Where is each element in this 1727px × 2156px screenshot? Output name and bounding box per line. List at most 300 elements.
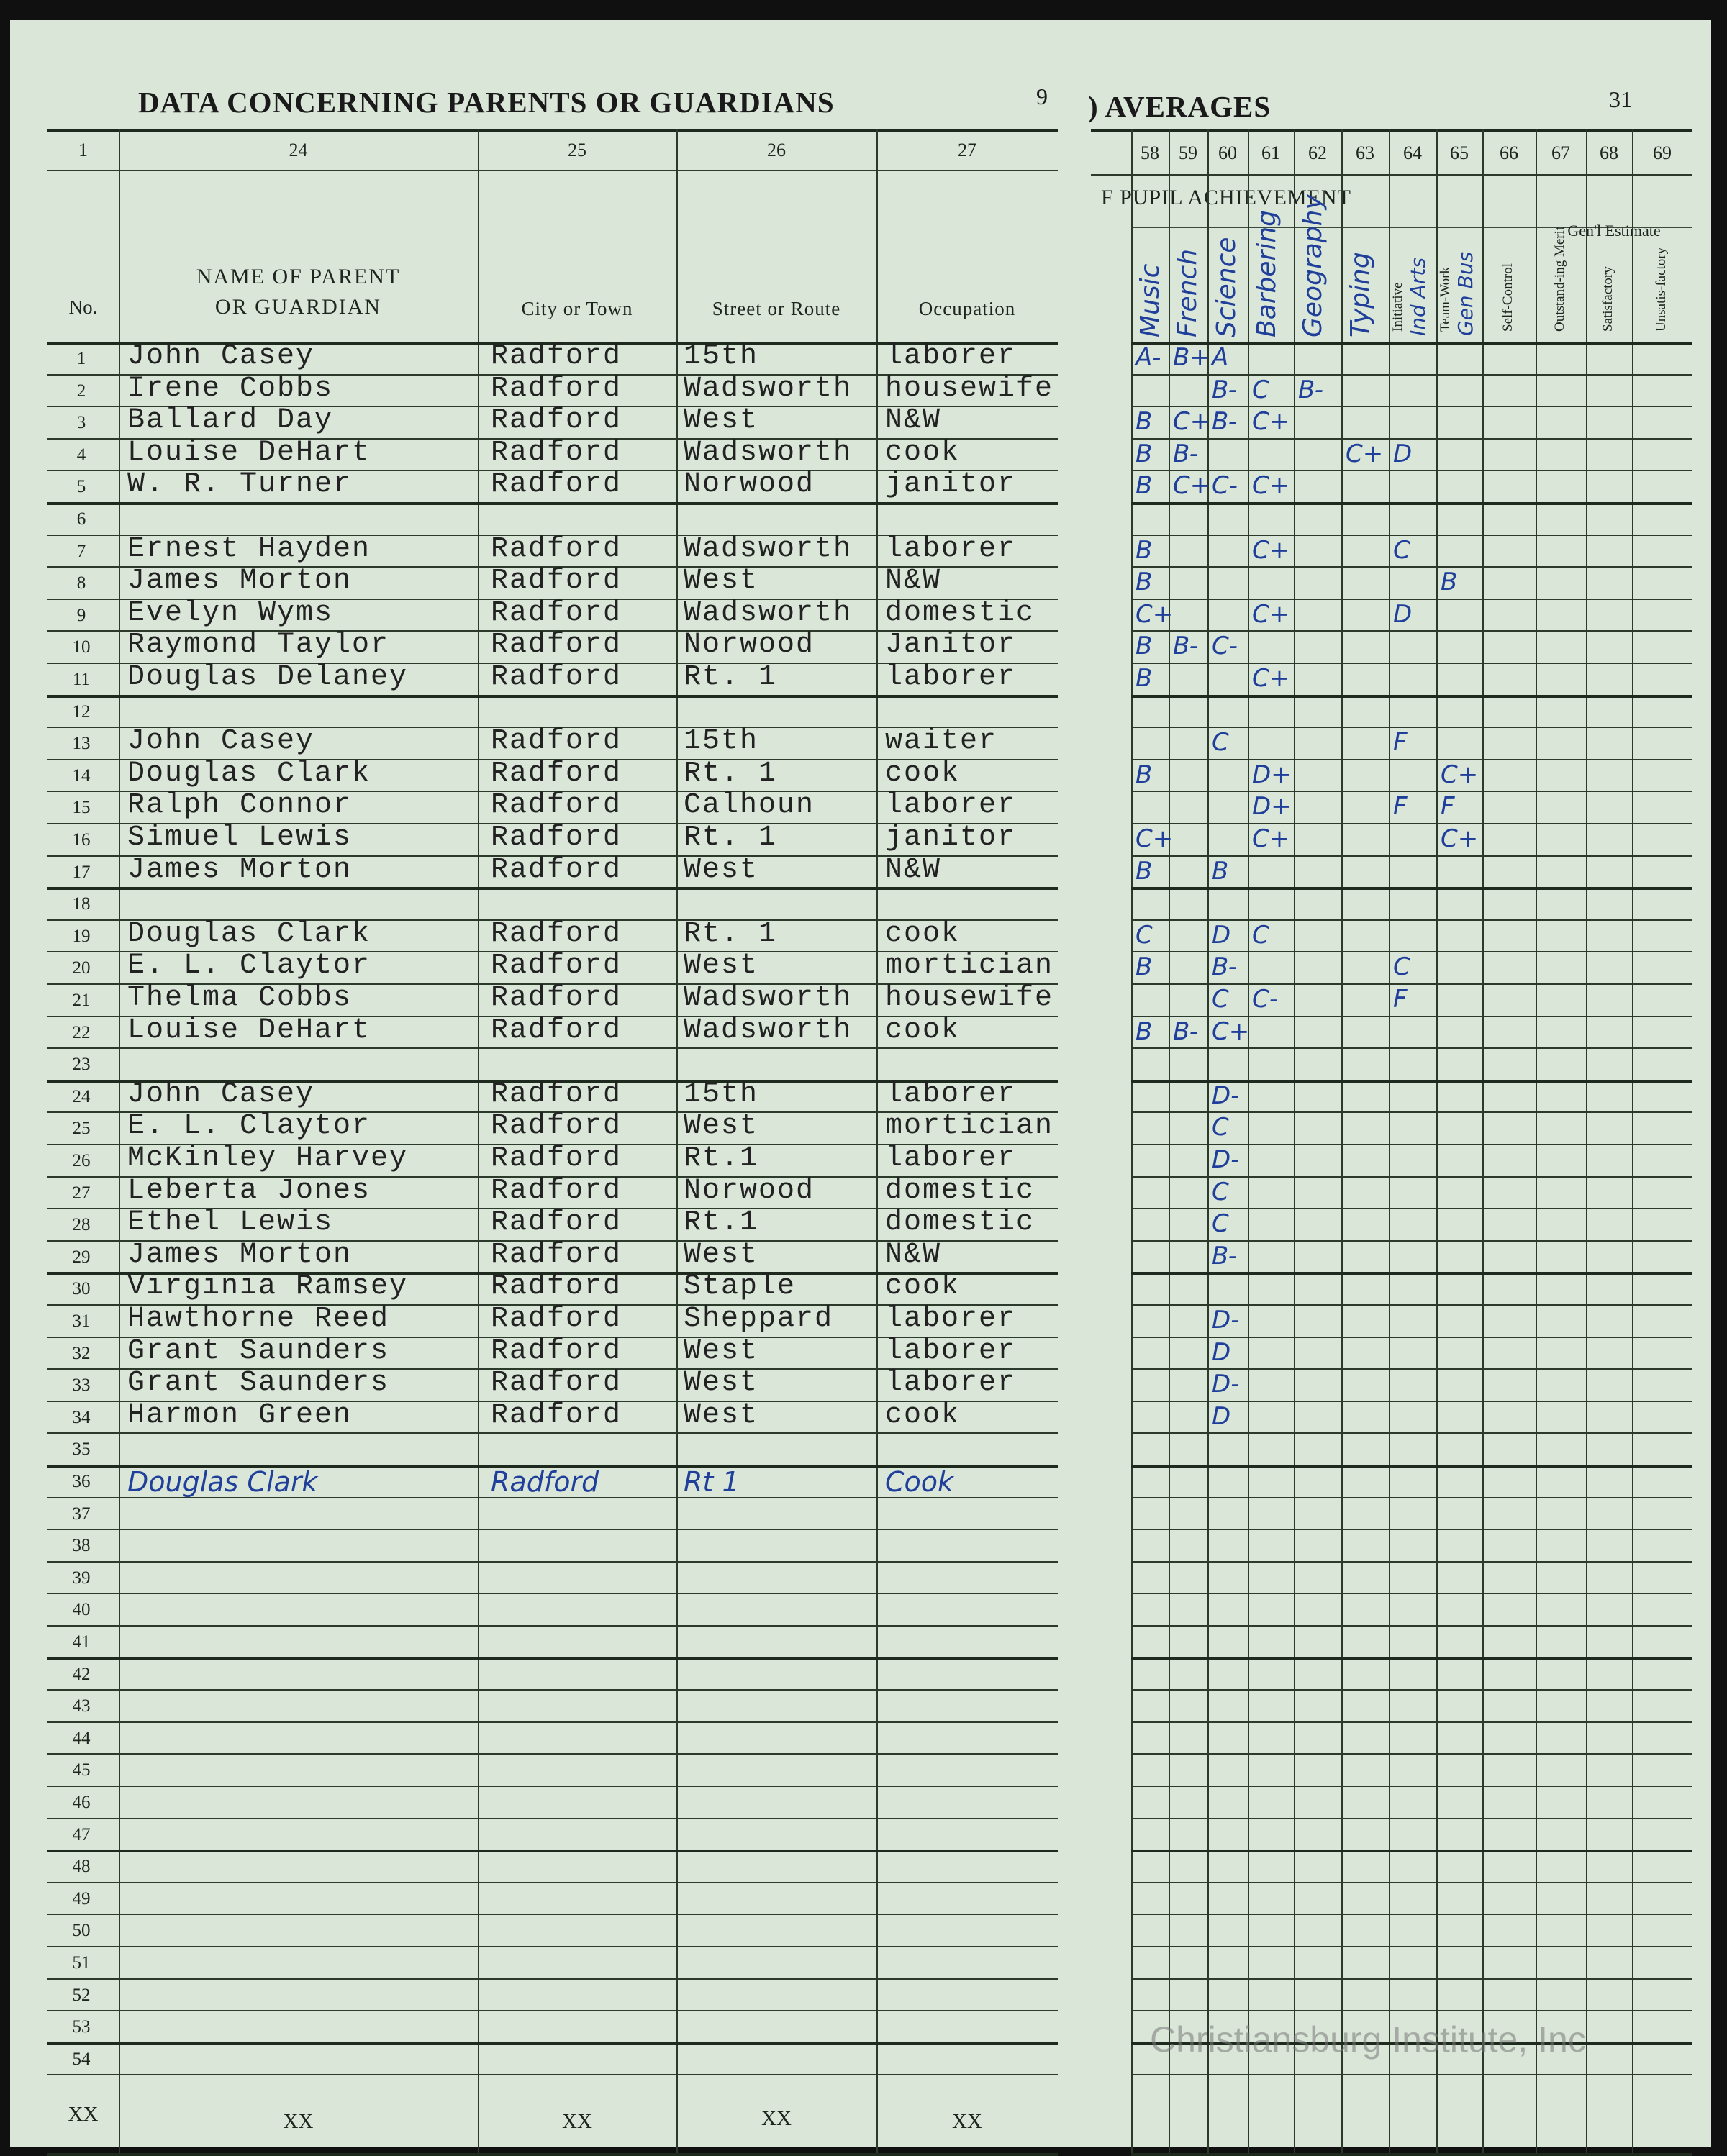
grade-row-line (1131, 1786, 1692, 1787)
grade-row-line (1131, 823, 1692, 824)
grade-row-line (1131, 1047, 1692, 1049)
parent-name: McKinley Harvey (127, 1142, 409, 1175)
right-page (1088, 20, 1711, 2147)
parent-name: John Casey (127, 340, 315, 373)
occupation: janitor (885, 468, 1017, 501)
city: Radford (491, 596, 622, 629)
city: Radford (491, 1110, 622, 1143)
grade-mark: D+ (1252, 792, 1292, 822)
grade-mark: C+ (1252, 535, 1290, 565)
row-line (47, 1593, 1058, 1594)
grade-row-line (1131, 1850, 1692, 1852)
city: Radford (491, 1014, 622, 1047)
parent-name: Grant Saunders (127, 1367, 390, 1400)
city: Radford (491, 468, 622, 501)
grade-mark: C (1212, 1209, 1229, 1239)
grade-mark: C+ (1136, 599, 1174, 629)
grade-mark: B (1136, 568, 1153, 597)
city: Radford (491, 1466, 599, 1498)
column-number: 59 (1179, 142, 1197, 163)
occupation: N&W (885, 853, 942, 886)
city: Radford (491, 1238, 622, 1271)
row-number: 51 (72, 1953, 91, 1973)
occupation: mortician (885, 950, 1054, 983)
grade-row-line (1131, 1529, 1692, 1530)
column-number: 63 (1356, 142, 1374, 163)
parent-name: James Morton (127, 853, 353, 886)
street: Norwood (684, 468, 815, 501)
grade-mark: B+ (1173, 343, 1210, 372)
occupation: laborer (885, 1303, 1017, 1335)
occupation: laborer (885, 1367, 1017, 1400)
column-number: 62 (1308, 142, 1327, 163)
grade-mark: B (1136, 632, 1153, 661)
occupation: cook (885, 1270, 961, 1304)
column-number: 65 (1450, 142, 1469, 163)
row-number: 21 (72, 991, 91, 1010)
row-number: 34 (72, 1407, 91, 1427)
grade-mark: C+ (1252, 664, 1290, 693)
subject-label: Initiative (1390, 282, 1405, 332)
subject-extra-label: Gen Bus (1454, 251, 1477, 336)
city: Radford (491, 1142, 622, 1175)
grade-mark: B (1441, 568, 1458, 597)
street: West (684, 950, 759, 983)
city: Radford (491, 822, 622, 854)
column-number: 60 (1218, 142, 1237, 163)
parent-name: Grant Saunders (127, 1334, 390, 1368)
column-number: 69 (1653, 142, 1672, 163)
grade-mark: B- (1212, 952, 1237, 982)
row-number: 46 (72, 1793, 91, 1812)
occupation: domestic (885, 596, 1035, 629)
column-number: 58 (1141, 142, 1159, 163)
row-number: 28 (72, 1215, 91, 1235)
street: Wadsworth (684, 982, 853, 1014)
grade-mark: B (1136, 471, 1153, 501)
parent-name: John Casey (127, 725, 315, 758)
row-line (47, 1753, 1058, 1755)
row-number: 23 (72, 1055, 91, 1075)
column-number-divider (47, 170, 1058, 171)
grade-mark: C- (1212, 471, 1238, 501)
name-header-line2: OR GUARDIAN (214, 295, 382, 319)
row-number: 26 (72, 1151, 91, 1170)
grade-mark: D- (1212, 1081, 1240, 1110)
occupation: laborer (885, 1334, 1017, 1368)
row-number: 29 (72, 1247, 91, 1267)
grade-mark: C+ (1212, 1016, 1250, 1046)
parent-name: Douglas Delaney (127, 661, 409, 693)
grade-mark: B (1136, 1016, 1153, 1046)
grade-mark: F (1393, 728, 1408, 758)
row-number: 27 (72, 1183, 91, 1203)
city-header: City or Town (521, 298, 633, 319)
row-number: 15 (72, 798, 91, 818)
parent-name: W. R. Turner (127, 468, 353, 501)
row-number: 19 (72, 926, 91, 946)
occupation: domestic (885, 1174, 1035, 1207)
street-header: Street or Route (712, 298, 841, 319)
city: Radford (491, 404, 622, 437)
row-line (47, 695, 1058, 698)
parent-name: Douglas Clark (127, 757, 371, 790)
grade-mark: D (1393, 439, 1413, 468)
subject-label: Team-Work (1438, 267, 1453, 332)
grade-row-line (1131, 1272, 1692, 1275)
city: Radford (491, 982, 622, 1014)
street: Wadsworth (684, 532, 853, 565)
city: Radford (491, 757, 622, 790)
row-line (47, 1432, 1058, 1434)
grade-mark: B- (1173, 632, 1198, 661)
row-line (47, 1529, 1058, 1530)
grade-row-line (1131, 1657, 1692, 1660)
row-line (47, 1978, 1058, 1980)
grade-row-line (1131, 1625, 1692, 1627)
grade-row-line (1131, 695, 1692, 698)
row-number: 47 (72, 1824, 91, 1845)
grade-row-line (1131, 1721, 1692, 1723)
subject-label: Music (1136, 263, 1165, 337)
grade-mark: C (1393, 535, 1410, 565)
grade-mark: C (1212, 728, 1229, 758)
grade-row-line (1131, 1914, 1692, 1915)
row-line (47, 1689, 1058, 1691)
grade-mark: C+ (1441, 760, 1479, 789)
watermark: Christiansburg Institute, Inc (1150, 2019, 1586, 2060)
occupation: cook (885, 917, 961, 950)
parent-name: E. L. Claytor (127, 1110, 371, 1143)
grade-mark: D- (1212, 1370, 1240, 1399)
grade-row-line (1131, 2074, 1692, 2075)
parent-name: E. L. Claytor (127, 950, 371, 983)
street: West (684, 1367, 759, 1400)
grade-mark: B- (1212, 407, 1237, 437)
row-number: 32 (72, 1343, 91, 1363)
street: West (684, 1238, 759, 1271)
row-line (47, 1657, 1058, 1660)
city: Radford (491, 532, 622, 565)
row-number: 20 (72, 958, 91, 978)
column-number: 67 (1551, 142, 1570, 163)
street: Rt.1 (684, 1142, 759, 1175)
row-line (47, 1850, 1058, 1852)
grade-mark: D (1212, 1401, 1231, 1431)
subject-label: French (1173, 248, 1202, 337)
footer-occupation: XX (952, 2110, 982, 2134)
occupation: waiter (885, 725, 998, 758)
footer-city: XX (562, 2110, 592, 2134)
row-number: 35 (72, 1439, 91, 1460)
row-line (47, 2042, 1058, 2045)
occupation-header: Occupation (918, 298, 1016, 319)
city: Radford (491, 1303, 622, 1335)
column-number: 66 (1500, 142, 1518, 163)
occupation: janitor (885, 822, 1017, 854)
row-number: 37 (72, 1504, 91, 1524)
row-number: 6 (76, 509, 86, 529)
subject-label: Outstand-ing Merit (1552, 226, 1567, 332)
parent-name: John Casey (127, 1078, 315, 1111)
city: Radford (491, 789, 622, 822)
grade-mark: D- (1212, 1145, 1240, 1174)
row-number: 54 (72, 2049, 91, 2069)
city: Radford (491, 372, 622, 405)
row-number: 43 (72, 1696, 91, 1716)
parent-name: Louise DeHart (127, 436, 371, 469)
street: Rt.1 (684, 1206, 759, 1240)
city: Radford (491, 629, 622, 662)
city: Radford (491, 340, 622, 373)
city: Radford (491, 950, 622, 983)
grade-mark: B (1136, 760, 1153, 789)
city: Radford (491, 1174, 622, 1207)
parent-name: James Morton (127, 565, 353, 598)
occupation: laborer (885, 1142, 1017, 1175)
city: Radford (491, 853, 622, 886)
grade-row-line (1131, 759, 1692, 760)
grade-mark: C+ (1252, 471, 1290, 501)
row-number: 53 (72, 2017, 91, 2037)
row-line (47, 1786, 1058, 1787)
grade-mark: C+ (1136, 824, 1174, 853)
occupation: laborer (885, 661, 1017, 693)
row-line (47, 887, 1058, 890)
footer-no: XX (68, 2103, 99, 2127)
subject-label: Geography (1298, 194, 1328, 337)
row-number: 8 (76, 573, 86, 593)
row-number: 25 (72, 1119, 91, 1139)
city: Radford (491, 725, 622, 758)
street: Staple (684, 1270, 797, 1304)
city: Radford (491, 1206, 622, 1240)
row-number: 12 (72, 701, 91, 722)
grade-row-line (1131, 1946, 1692, 1947)
street: Wadsworth (684, 436, 853, 469)
row-line (47, 2010, 1058, 2011)
subject-label: Satisfactory (1600, 266, 1615, 332)
subject-extra-label: Ind Arts (1406, 258, 1430, 336)
column-number: 26 (767, 140, 786, 160)
street: Rt 1 (684, 1466, 740, 1498)
column-number: 27 (958, 140, 976, 160)
grade-mark: C+ (1173, 407, 1211, 437)
city: Radford (491, 565, 622, 598)
street: West (684, 404, 759, 437)
occupation: cook (885, 1014, 961, 1047)
column-number: 24 (289, 140, 308, 160)
grade-mark: B- (1212, 1241, 1237, 1270)
row-line (47, 1818, 1058, 1819)
grade-mark: B- (1212, 375, 1237, 404)
row-number: 41 (72, 1632, 91, 1652)
row-number: 4 (76, 445, 86, 465)
occupation: housewife (885, 982, 1054, 1014)
grade-mark: C+ (1173, 471, 1211, 501)
grade-mark: C (1212, 1177, 1229, 1206)
grade-mark: C (1212, 985, 1229, 1014)
subject-label: Typing (1346, 252, 1375, 337)
row-number: 9 (76, 605, 86, 625)
occupation: laborer (885, 340, 1017, 373)
street: Rt. 1 (684, 757, 778, 790)
street: Wadsworth (684, 372, 853, 405)
occupation: N&W (885, 1238, 942, 1271)
street: Sheppard (684, 1303, 834, 1335)
row-number: 38 (72, 1536, 91, 1556)
parent-name: Leberta Jones (127, 1174, 371, 1207)
left-page-title: DATA CONCERNING PARENTS OR GUARDIANS (138, 86, 835, 119)
street: West (684, 1398, 759, 1432)
section-label: F PUPIL ACHIEVEMENT (1101, 186, 1351, 209)
row-number: 1 (76, 349, 86, 368)
row-number: 10 (72, 637, 91, 658)
subject-label: Barbering (1252, 209, 1282, 337)
street: West (684, 853, 759, 886)
row-number: 48 (72, 1857, 91, 1877)
row-number: 52 (72, 1985, 91, 2005)
row-line (47, 1625, 1058, 1627)
grade-row-line (1131, 791, 1692, 792)
grade-mark: D (1212, 1337, 1231, 1367)
grade-mark: A- (1136, 343, 1161, 372)
city: Radford (491, 1078, 622, 1111)
row-number: 50 (72, 1921, 91, 1941)
row-number: 39 (72, 1568, 91, 1588)
grade-row-line (1131, 1753, 1692, 1755)
grade-row-line (1131, 887, 1692, 890)
parent-name: Simuel Lewis (127, 822, 353, 854)
row-number: 13 (72, 734, 91, 754)
grade-mark: C- (1252, 985, 1279, 1014)
row-number: 33 (72, 1375, 91, 1396)
grade-row-line (1131, 1497, 1692, 1498)
grade-row-line (1131, 663, 1692, 664)
street: 15th (684, 1078, 759, 1111)
row-number: 30 (72, 1279, 91, 1299)
grade-row-line (1131, 2010, 1692, 2011)
column-number: 61 (1261, 142, 1280, 163)
city: Radford (491, 917, 622, 950)
row-number: 42 (72, 1664, 91, 1684)
city: Radford (491, 1367, 622, 1400)
row-line (47, 2074, 1058, 2075)
row-number: 31 (72, 1311, 91, 1331)
subject-label: Science (1212, 237, 1241, 337)
row-number: 11 (72, 670, 91, 689)
row-number: 2 (76, 381, 86, 401)
grade-mark: C (1393, 952, 1410, 982)
street: Wadsworth (684, 1014, 853, 1047)
grade-mark: C (1136, 920, 1153, 950)
parent-name: Ballard Day (127, 404, 334, 437)
occupation: mortician (885, 1110, 1054, 1143)
parent-name: Virginia Ramsey (127, 1270, 409, 1304)
street: West (684, 565, 759, 598)
grade-mark: A (1212, 343, 1229, 372)
city: Radford (491, 1270, 622, 1304)
grade-mark: F (1393, 985, 1408, 1014)
row-line (47, 1882, 1058, 1883)
grade-mark: C (1212, 1113, 1229, 1142)
grade-row-line (1131, 1465, 1692, 1468)
row-line (47, 1914, 1058, 1915)
parent-name: Louise DeHart (127, 1014, 371, 1047)
occupation: laborer (885, 789, 1017, 822)
parent-name: Evelyn Wyms (127, 596, 334, 629)
grade-mark: C+ (1252, 599, 1290, 629)
grade-mark: C+ (1252, 407, 1290, 437)
street: 15th (684, 340, 759, 373)
table-bottom-border (47, 2153, 1058, 2156)
occupation: cook (885, 1398, 961, 1432)
right-bottom-border (1131, 2153, 1692, 2156)
parent-name: Raymond Taylor (127, 629, 390, 662)
street: West (684, 1110, 759, 1143)
grade-mark: C (1252, 375, 1269, 404)
subject-label: Self-Control (1500, 263, 1515, 332)
grade-mark: B (1136, 407, 1153, 437)
left-page-number: 9 (1036, 83, 1048, 109)
parent-name: Ernest Hayden (127, 532, 371, 565)
row-number: 40 (72, 1600, 91, 1620)
no-header: No. (68, 296, 98, 318)
grade-row-line (1131, 1561, 1692, 1563)
parent-name: James Morton (127, 1238, 353, 1271)
street: Rt. 1 (684, 661, 778, 693)
grade-mark: B (1136, 535, 1153, 565)
row-line (47, 1047, 1058, 1049)
occupation: Janitor (885, 629, 1017, 662)
occupation: laborer (885, 1078, 1017, 1111)
grade-mark: D (1212, 920, 1231, 950)
parent-name: Douglas Clark (127, 1466, 318, 1498)
parent-name: Thelma Cobbs (127, 982, 353, 1014)
row-number: 5 (76, 477, 86, 497)
right-page-title: ) AVERAGES (1088, 90, 1272, 123)
grade-mark: C- (1212, 632, 1238, 661)
subject-label: Unsatis-factory (1654, 247, 1669, 332)
row-line (47, 502, 1058, 505)
grade-mark: D (1393, 599, 1413, 629)
street: Wadsworth (684, 596, 853, 629)
name-header-line1: NAME OF PARENT (196, 265, 401, 288)
right-page-number: 31 (1609, 86, 1632, 112)
row-number: 45 (72, 1760, 91, 1780)
grade-mark: F (1441, 792, 1455, 822)
column-number: 1 (78, 140, 88, 160)
grade-mark: F (1393, 792, 1408, 822)
grade-mark: B (1136, 952, 1153, 982)
grade-mark: B- (1298, 375, 1323, 404)
grade-mark: C+ (1346, 439, 1384, 468)
row-number: 7 (76, 541, 86, 561)
grade-mark: D+ (1252, 760, 1292, 789)
table-top-border (47, 129, 1058, 132)
street: Calhoun (684, 789, 815, 822)
right-top-border (1091, 129, 1692, 132)
grade-mark: D- (1212, 1306, 1240, 1334)
grade-row-line (1131, 1593, 1692, 1594)
row-number: 18 (72, 894, 91, 914)
grade-row-line (1131, 566, 1692, 568)
grade-row-line (1131, 1882, 1692, 1883)
grade-mark: C (1252, 920, 1269, 950)
row-number: 22 (72, 1022, 91, 1042)
row-number: 24 (72, 1086, 91, 1106)
city: Radford (491, 436, 622, 469)
